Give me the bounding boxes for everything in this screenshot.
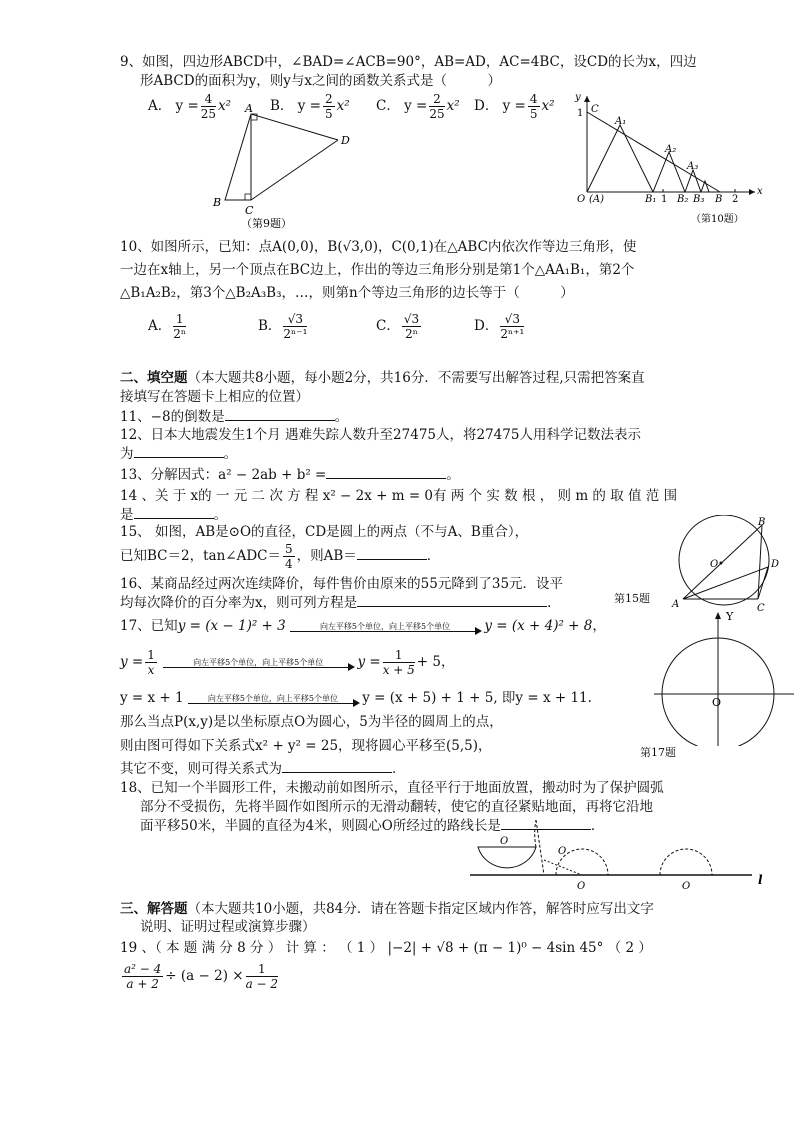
q9-option-a: A． y = $\frac{4}{25}$ x² — [148, 92, 232, 121]
q9-label-d: D — [341, 134, 350, 147]
q10-label-b: B — [715, 194, 723, 205]
q10-line2: 一边在x轴上，另一个顶点在BC边上，作出的等边三角形分别是第1个△AA₁B₁，第2个 — [120, 262, 635, 278]
q17-eq2: y = $\frac{1}{x}$ 向左平移5个单位，向上平移5个单位 y = $\frac{1}{x + 5}$ + 5， — [120, 648, 455, 677]
q12-line1: 12、日本大地震发生1个月 遇难失踪人数升至27475人，将27475人用科学记数法表示 — [120, 427, 641, 443]
section3-desc2: 说明、证明过程或演算步骤） — [140, 919, 316, 935]
q9-caption: （第9题） — [241, 217, 292, 230]
section2-title: 二、填空题 — [120, 370, 188, 386]
q18-label-o2: O — [558, 846, 567, 857]
q10-option-c: C． $\frac{√3}{\text{2ⁿ}}$ — [376, 312, 420, 341]
q15-caption: 第15题 — [614, 592, 650, 605]
q17-figure — [654, 606, 794, 746]
q17-line4: 那么当点P(x,y)是以坐标原点O为圆心，5为半径的圆周上的点， — [120, 714, 503, 730]
q10-label-b2: B₂ — [677, 194, 689, 205]
q10-label-c: C — [591, 104, 599, 115]
q10-label-x: x — [757, 186, 763, 197]
q9-option-d: D． y = $\frac{4}{5}$ x² — [474, 92, 555, 121]
section3-desc1: （本大题共10小题，共84分．请在答题卡指定区域内作答，解答时应写出文字 — [187, 901, 654, 917]
q12-line2: 为 。 — [120, 443, 237, 464]
q10-caption: （第10题） — [691, 214, 744, 225]
q9-label-b: B — [213, 196, 222, 209]
q17-eq1: 17、已知y = (x − 1)² + 3 向左平移5个单位，向上平移5个单位 y = (x + 4)² + 8， — [120, 618, 606, 634]
q9-line2: 形ABCD的面积为y，则y与x之间的函数关系式是（ ） — [140, 73, 501, 89]
q15-label-b: B — [758, 517, 766, 528]
q10-option-b: B． $\frac{√3}{\text{2ⁿ⁻¹}}$ — [258, 312, 308, 341]
q17-eq3: y = x + 1 向左平移5个单位，向上平移5个单位 y = (x + 5) + 1 + 5, 即y = x + 11. — [120, 690, 592, 706]
q15-label-d: D — [771, 559, 780, 570]
q15-label-a: A — [672, 599, 680, 610]
q10-label-a3: A₃ — [687, 161, 699, 172]
q18-line3: 面平移50米，半圆的直径为4米，则圆心O所经过的路线长是 ． — [140, 815, 604, 836]
q10-label-1y: 1 — [577, 108, 584, 119]
q17-caption: 第17题 — [640, 746, 676, 759]
q10-label-a1: A₁ — [615, 116, 627, 127]
q18-figure — [470, 812, 770, 892]
q18-label-o4: O — [682, 881, 691, 892]
q10-label-a: (A) — [589, 194, 605, 205]
q15-label-o: O — [710, 559, 719, 570]
q10-figure — [565, 90, 765, 230]
q19-line1: 19 、（ 本 题 满 分 8 分 ） 计 算 ： （ 1 ） |−2| + √8 + (π − 1)⁰ − 4sin 45° （ 2 ） — [120, 940, 652, 956]
q18-label-o3: O — [577, 881, 586, 892]
q19-expression: $\frac{\text{a² − 4}}{a + 2}$ ÷ (a − 2) × $\frac{1}{a - 2}$ — [124, 962, 279, 991]
q11: 11、−8的倒数是 。 — [120, 406, 348, 427]
q16-line2: 均每次降价的百分率为x，则可列方程是 ． — [120, 592, 561, 613]
section2-desc2: 接填写在答题卡上相应的位置） — [120, 389, 309, 405]
q15-figure — [668, 515, 788, 615]
q10-option-d: D． $\frac{√3}{\text{2ⁿ⁺¹}}$ — [474, 312, 525, 341]
q10-label-y: y — [575, 92, 581, 103]
q10-line3: △B₁A₂B₂，第3个△B₂A₃B₃，…，则第n个等边三角形的边长等于（ ） — [120, 285, 574, 301]
q17-label-y: Y — [726, 610, 734, 623]
section2-heading — [120, 368, 645, 388]
q18-line1: 18、已知一个半圆形工件，未搬动前如图所示，直径平行于地面放置，搬动时为了保护圆弧 — [120, 780, 664, 796]
q15-line2: 已知BC＝2，tan∠ADC＝ $\frac{5}{4}$ ，则AB＝ ． — [120, 542, 441, 571]
section2-desc1: （本大题共8小题，每小题2分，共16分．不需要写出解答过程,只需把答案直 — [187, 370, 645, 386]
q10-label-one: 1 — [661, 194, 668, 205]
q9-option-c: C． y = $\frac{2}{25}$ x² — [376, 92, 460, 121]
q16-line1: 16、某商品经过两次连续降价，每件售价由原来的55元降到了35元．设平 — [120, 576, 564, 592]
q9-label-c: C — [245, 204, 254, 217]
q9-option-b: B． y = $\frac{2}{5}$ x² — [270, 92, 350, 121]
section3-heading — [120, 899, 654, 919]
q14-line2: 是 。 — [120, 504, 227, 525]
q13: 13、分解因式：a² − 2ab + b² = 。 — [120, 464, 460, 485]
q9-line1: 9、如图，四边形ABCD中，∠BAD=∠ACB=90°，AB=AD，AC=4BC，设CD的长为x，四边 — [120, 54, 697, 70]
q18-label-o1: O — [500, 836, 509, 847]
q10-label-two: 2 — [732, 194, 739, 205]
q10-label-b1: B₁ — [645, 194, 657, 205]
q18-line2: 部分不受损伤，先将半圆作如图所示的无滑动翻转，使它的直径紧贴地面，再将它沿地 — [140, 799, 653, 815]
q9-label-a: A — [245, 102, 253, 115]
q15-line1: 15、 如图，AB是⊙O的直径，CD是圆上的两点（不与A、B重合）， — [120, 524, 529, 540]
q17-line5: 则由图可得如下关系式x² + y² = 25，现将圆心平移至(5,5)， — [120, 738, 492, 754]
q10-option-a: A． $\frac{1}{\text{2ⁿ}}$ — [148, 312, 187, 341]
q17-line6: 其它不变，则可得关系式为 ． — [120, 758, 406, 779]
q14-line1: 14 、关 于 x的 一 元 二 次 方 程 x² − 2x + m = 0有 两 个 实 数 根 ， 则 m 的 取 值 范 围 — [120, 488, 678, 504]
q10-label-o: O — [577, 194, 586, 205]
section3-title: 三、解答题 — [120, 901, 188, 917]
q10-line1: 10、如图所示，已知：点A(0,0)，B(√3,0)，C(0,1)在△ABC内依次作等边三角形，使 — [120, 239, 637, 255]
q15-label-c: C — [757, 603, 765, 614]
q10-label-b3: B₃ — [693, 194, 705, 205]
q18-label-l: l — [758, 873, 763, 887]
q10-label-a2: A₂ — [665, 144, 677, 155]
q17-label-o: O — [712, 696, 722, 709]
q9-figure — [205, 102, 365, 232]
